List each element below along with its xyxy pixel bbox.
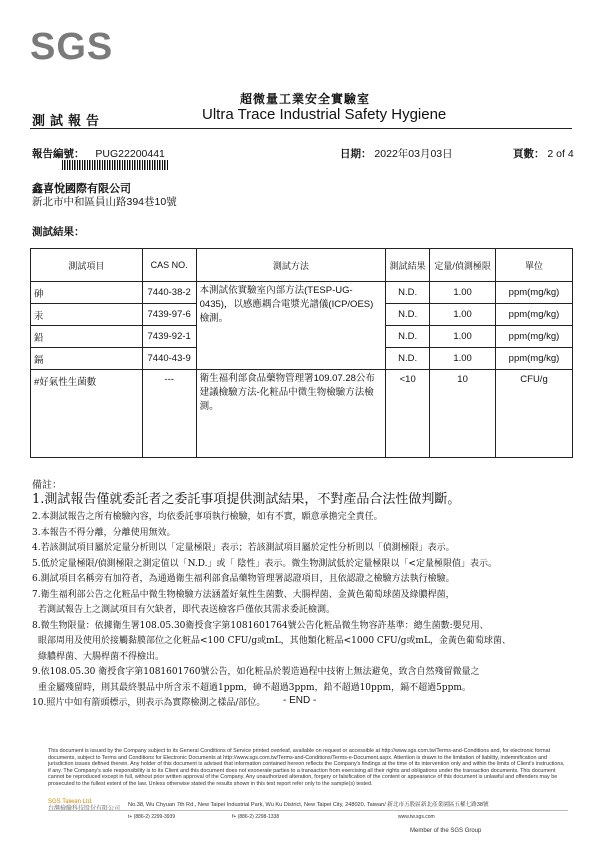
note-item: 眼部周用及使用於接觸黏膜部位之化粧品<100 CFU/g或mL，其他類化粧品<1000 CFU/g或mL，金黃色葡萄球菌、 bbox=[38, 636, 511, 646]
note-item: 6.測試項目名稱旁有加符者，為通過衛生福利部食品藥物管理署認證項目，且依認證之檢驗方法執行檢驗。 bbox=[32, 574, 455, 584]
lab-name-cn: 超微量工業安全實驗室 bbox=[240, 92, 371, 106]
limit-cell: 1.00 bbox=[430, 348, 496, 370]
note-item: 重金屬殘留時，則其最終製品中所含汞不超過1ppm，砷不超過3ppm，鉛不超過10ppm，鎘不超過5ppm。 bbox=[38, 682, 471, 693]
item-cell: 鉛 bbox=[31, 326, 143, 348]
limit-cell: 1.00 bbox=[430, 282, 496, 304]
item-cell: 鎘 bbox=[31, 348, 143, 370]
method-cell-metals: 本測試依實驗室內部方法(TESP-UG-0435)，以感應耦合電漿光譜儀(ICP/OES) 檢測。 bbox=[196, 282, 386, 370]
header-divider bbox=[30, 128, 572, 129]
note-item: 3.本報告不得分離，分離使用無效。 bbox=[32, 527, 176, 538]
footer-address: No.38, Wu Chyuan 7th Rd., New Taipei Industrial Park, Wu Ku District, New Taipei City, 248020, Taiwan/ 新北市五股區新北產業園區五權七路38號 bbox=[128, 802, 489, 808]
note-item: 10.照片中如有箭頭標示，則表示為實際檢測之樣品/部位。 bbox=[32, 698, 266, 708]
table-row bbox=[31, 370, 573, 458]
footer-tel: t+ (886-2) 2299-3939 bbox=[128, 814, 176, 820]
header-unit: 單位 bbox=[496, 249, 573, 282]
header-method: 測試方法 bbox=[196, 249, 386, 282]
note-item: 1.測試報告僅就委託者之委託事項提供測試結果，不對產品合法性做判斷。 bbox=[32, 492, 461, 507]
notes-heading: 備註： bbox=[32, 480, 62, 491]
unit-cell: ppm(mg/kg) bbox=[496, 282, 573, 304]
note-item: 8.微生物限量：依據衛生署108.05.30衛授食字第1081601764號公告化粧品微生物容許基準：總生菌數:嬰兒用、 bbox=[32, 620, 489, 631]
cas-cell: 7440-43-9 bbox=[142, 348, 196, 370]
limit-cell: 1.00 bbox=[430, 326, 496, 348]
report-number bbox=[32, 146, 165, 161]
result-cell: N.D. bbox=[386, 304, 430, 326]
note-item: 綠膿桿菌、大腸桿菌不得檢出。 bbox=[38, 651, 165, 662]
client-address: 新北市中和區員山路394巷10號 bbox=[32, 196, 177, 208]
note-item: 4.若該測試項目屬於定量分析則以「定量極限」表示；若該測試項目屬於定性分析則以「偵測極限」表示。 bbox=[32, 543, 455, 553]
cas-cell: --- bbox=[142, 370, 196, 458]
method-cell-micro: 衛生福利部食品藥物管理署109.07.28公布建議檢驗方法-化粧品中微生物檢驗方法檢測。 bbox=[196, 370, 386, 458]
date-value: 2022年03月03日 bbox=[374, 148, 453, 160]
item-cell: 砷 bbox=[31, 282, 143, 304]
result-cell: N.D. bbox=[386, 348, 430, 370]
footer-divider bbox=[48, 810, 568, 811]
date-label: 日期： bbox=[340, 148, 372, 160]
footer-website: www.tw.sgs.com bbox=[398, 814, 435, 820]
lab-name-en: Ultra Trace Industrial Safety Hygiene bbox=[202, 106, 447, 123]
page-label: 頁數： bbox=[513, 148, 545, 160]
limit-cell: 10 bbox=[430, 370, 496, 458]
report-date bbox=[340, 146, 453, 161]
note-item: 9.依108.05.30 衛授食字第1081601760號公告，如化粧品於製造過程中技術上無法避免，致含自然殘留微量之 bbox=[32, 667, 480, 677]
report-number-value: PUG22200441 bbox=[95, 148, 165, 160]
footer-company-en: SGS Taiwan Ltd. bbox=[48, 799, 93, 805]
client-company: 鑫喜悅國際有限公司 bbox=[32, 183, 131, 195]
result-cell: N.D. bbox=[386, 282, 430, 304]
cas-cell: 7440-38-2 bbox=[142, 282, 196, 304]
note-item: 2.本測試報告之所有檢驗內容，均依委託事項執行檢驗，如有不實，願意承擔完全責任。 bbox=[32, 512, 383, 522]
end-marker: - END - bbox=[283, 695, 317, 706]
report-number-label: 報告編號： bbox=[32, 148, 85, 160]
unit-cell: CFU/g bbox=[496, 370, 573, 458]
footer-fax: f+ (886-2) 2298-1338 bbox=[232, 814, 280, 820]
sgs-logo: SGS bbox=[30, 26, 114, 68]
header-item: 測試項目 bbox=[31, 249, 143, 282]
barcode bbox=[62, 160, 168, 170]
table-header-row bbox=[31, 249, 573, 282]
note-item: 7.衛生福利部公告之化粧品中微生物檢驗方法涵蓋好氣性生菌數、大腸桿菌、金黃色葡萄球菌及綠膿桿菌， bbox=[32, 589, 455, 600]
footer-member: Member of the SGS Group bbox=[410, 828, 482, 834]
unit-cell: ppm(mg/kg) bbox=[496, 304, 573, 326]
item-cell: 汞 bbox=[31, 304, 143, 326]
footer-disclaimer: This document is issued by the Company subject to its General Conditions of Service printed overleaf, available on request or accessible at http://www.sgs.com.tw/Terms-and-Conditions and, for electronic format documents, subject to Terms and Conditions for Electronic Documents at http://www.sgs.com.tw/Terms-and-Conditions/Terms-e-Document.aspx. Attention is drawn to the limitation of liability, indemnification and jurisdiction issues defined therein. Any holder of this document is advised that information contained hereon reflects the Company's findings at the time of its intervention only and within the limits of Client's instructions, if any. The Company's sole responsibility is to its Client and this document does not exonerate parties to a transaction from exercising all their rights and obligations under the transaction documents. This document cannot be reproduced except in full, without prior written approval of the Company. Any unauthorized alteration, forgery or falsification of the content or appearance of this document is unlawful and offenders may be prosecuted to the fullest extent of the law. Unless otherwise stated the results shown in this test report refer only to the sample(s) tested. bbox=[48, 748, 565, 787]
cas-cell: 7439-92-1 bbox=[142, 326, 196, 348]
header-result: 測試結果 bbox=[386, 249, 430, 282]
report-title: 測試報告 bbox=[32, 113, 105, 128]
results-label: 測試結果： bbox=[32, 226, 85, 238]
result-cell: <10 bbox=[386, 370, 430, 458]
note-item: 若測試報告上之測試項目有欠缺者，即代表送檢客戶僅依其需求委託檢測。 bbox=[38, 605, 336, 615]
header-cas: CAS NO. bbox=[142, 249, 196, 282]
page-value: 2 of 4 bbox=[547, 148, 574, 160]
results-table bbox=[30, 248, 573, 458]
unit-cell: ppm(mg/kg) bbox=[496, 348, 573, 370]
result-cell: N.D. bbox=[386, 326, 430, 348]
page-number bbox=[513, 146, 574, 161]
header-limit: 定量/偵測極限 bbox=[430, 249, 496, 282]
table-row bbox=[31, 282, 573, 304]
cas-cell: 7439-97-6 bbox=[142, 304, 196, 326]
unit-cell: ppm(mg/kg) bbox=[496, 326, 573, 348]
note-item: 5.低於定量極限/偵測極限之測定值以「N.D.」或「 陰性」表示。微生物測試低於定量極限以「<定量極限值」表示。 bbox=[32, 558, 497, 569]
item-cell: #好氣性生菌數 bbox=[31, 370, 143, 458]
footer-company-cn: 台灣檢驗科技股份有限公司 bbox=[48, 806, 121, 812]
limit-cell: 1.00 bbox=[430, 304, 496, 326]
notes-list bbox=[32, 490, 577, 712]
